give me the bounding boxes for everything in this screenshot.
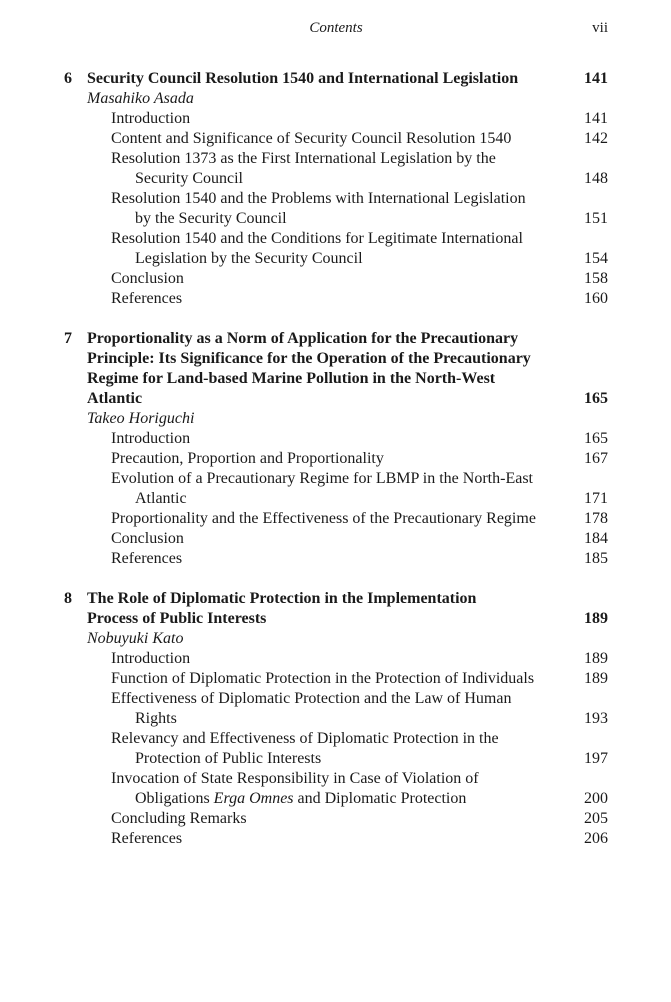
author-row [64, 89, 608, 109]
section-title: Rights [135, 710, 177, 727]
section-row [64, 689, 608, 709]
chapter-title-row [64, 349, 608, 369]
section-title-italic: Erga Omnes [213, 790, 294, 807]
section-title: Evolution of a Precautionary Regime for LBMP in the North-East [111, 470, 533, 487]
section-page-number: 178 [584, 510, 608, 527]
section-row [64, 109, 608, 129]
author-row [64, 629, 608, 649]
chapter-title: Security Council Resolution 1540 and International Legislation [87, 70, 519, 87]
chapter-page-number: 141 [584, 70, 608, 87]
section-row [64, 529, 608, 549]
section-title: Relevancy and Effectiveness of Diplomatic Protection in the [111, 730, 499, 747]
section-row [64, 549, 608, 569]
section-title: Effectiveness of Diplomatic Protection and the Law of Human [111, 690, 512, 707]
chapter-entry [64, 69, 608, 309]
section-page-number: 160 [584, 290, 608, 307]
chapter-entry [64, 329, 608, 569]
section-row [64, 749, 608, 769]
section-page-number: 205 [584, 810, 608, 827]
section-title: References [111, 290, 183, 307]
running-header [64, 20, 608, 40]
section-row [64, 169, 608, 189]
section-row [64, 829, 608, 849]
section-row [64, 489, 608, 509]
section-title: References [111, 830, 183, 847]
section-title: by the Security Council [135, 210, 287, 227]
section-row [64, 469, 608, 489]
chapter-title: Atlantic [87, 390, 143, 407]
chapter-page-number: 189 [584, 610, 608, 627]
section-title: Legislation by the Security Council [135, 250, 363, 267]
section-title: Resolution 1540 and the Conditions for Legitimate International [111, 230, 523, 247]
chapter-title-row [64, 369, 608, 389]
chapter-title: The Role of Diplomatic Protection in the Implementation [87, 590, 477, 607]
running-header-title: Contents [309, 20, 363, 36]
section-title: Resolution 1540 and the Problems with International Legislation [111, 190, 526, 207]
section-page-number: 185 [584, 550, 608, 567]
section-row [64, 129, 608, 149]
section-row [64, 509, 608, 529]
section-page-number: 189 [584, 650, 608, 667]
chapter-title-row [64, 69, 608, 89]
chapter-title-row [64, 389, 608, 409]
section-title: Concluding Remarks [111, 810, 247, 827]
section-title: Atlantic [135, 490, 187, 507]
author-row [64, 409, 608, 429]
chapter-number: 8 [64, 590, 72, 607]
section-page-number: 141 [584, 110, 608, 127]
section-page-number: 171 [584, 490, 608, 507]
section-row [64, 429, 608, 449]
section-row [64, 709, 608, 729]
section-row [64, 729, 608, 749]
section-row [64, 269, 608, 289]
section-page-number: 197 [584, 750, 608, 767]
page-number: vii [592, 20, 608, 36]
section-title: Security Council [135, 170, 243, 187]
section-title: Invocation of State Responsibility in Case of Violation of [111, 770, 479, 787]
chapter-title-row [64, 589, 608, 609]
section-row [64, 209, 608, 229]
section-page-number: 206 [584, 830, 608, 847]
section-row [64, 669, 608, 689]
section-row [64, 149, 608, 169]
section-row [64, 229, 608, 249]
chapter-title: Process of Public Interests [87, 610, 267, 627]
chapter-title-row [64, 609, 608, 629]
section-page-number: 154 [584, 250, 608, 267]
section-page-number: 167 [584, 450, 608, 467]
section-title: Introduction [111, 430, 191, 447]
section-row [64, 649, 608, 669]
chapter-entry [64, 589, 608, 849]
section-page-number: 142 [584, 130, 608, 147]
section-title: Function of Diplomatic Protection in the Protection of Individuals [111, 670, 535, 687]
section-page-number: 165 [584, 430, 608, 447]
section-row [64, 449, 608, 469]
section-title: Conclusion [111, 530, 184, 547]
section-row [64, 289, 608, 309]
section-page-number: 158 [584, 270, 608, 287]
section-page-number: 148 [584, 170, 608, 187]
section-row [64, 189, 608, 209]
section-page-number: 151 [584, 210, 608, 227]
section-title: Protection of Public Interests [135, 750, 322, 767]
section-row [64, 809, 608, 829]
chapter-title: Principle: Its Significance for the Operation of the Precautionary [87, 350, 531, 367]
section-title: Introduction [111, 110, 191, 127]
section-page-number: 189 [584, 670, 608, 687]
section-row [64, 769, 608, 789]
chapter-page-number: 165 [584, 390, 608, 407]
chapter-title-row [64, 329, 608, 349]
section-title: Resolution 1373 as the First International Legislation by the [111, 150, 496, 167]
chapter-author: Takeo Horiguchi [87, 410, 195, 427]
chapter-title: Regime for Land-based Marine Pollution in the North-West [87, 370, 496, 387]
section-page-number: 200 [584, 790, 608, 807]
chapter-number: 7 [64, 330, 72, 347]
section-page-number: 193 [584, 710, 608, 727]
section-title: Proportionality and the Effectiveness of the Precautionary Regime [111, 510, 536, 527]
chapter-number: 6 [64, 70, 72, 87]
section-row [64, 249, 608, 269]
section-title: Introduction [111, 650, 191, 667]
section-title: Content and Significance of Security Council Resolution 1540 [111, 130, 512, 147]
chapter-author: Nobuyuki Kato [87, 630, 184, 647]
chapter-author: Masahiko Asada [87, 90, 194, 107]
section-title: Obligations Erga Omnes and Diplomatic Protection [135, 790, 467, 807]
section-title: References [111, 550, 183, 567]
chapter-title: Proportionality as a Norm of Application for the Precautionary [87, 330, 519, 347]
section-page-number: 184 [584, 530, 608, 547]
section-row [64, 789, 608, 809]
section-title: Precaution, Proportion and Proportionality [111, 450, 384, 467]
section-title: Conclusion [111, 270, 184, 287]
